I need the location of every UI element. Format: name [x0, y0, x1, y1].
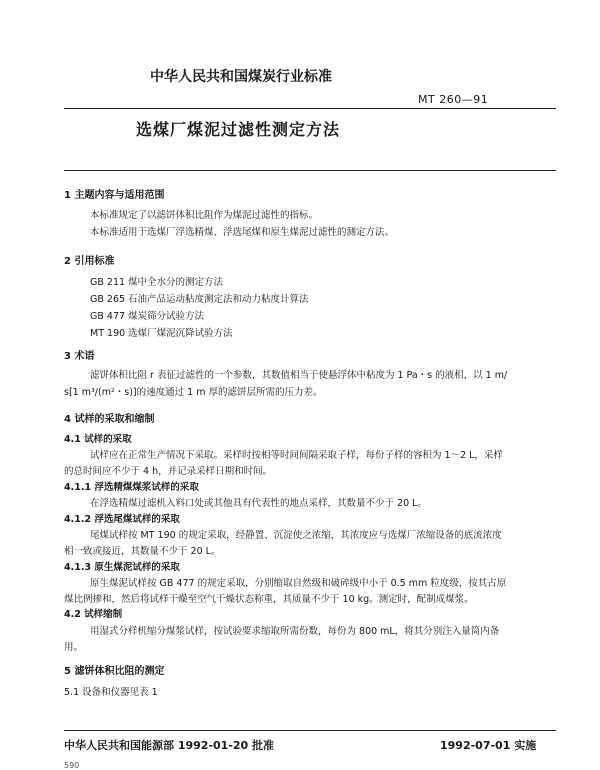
reference-item: GB 211 煤中全水分的测定方法	[90, 277, 224, 288]
header-rule-bottom	[64, 170, 556, 171]
section-4-1-3-heading: 4.1.3 原生煤泥试样的采取	[64, 562, 180, 573]
section-4-1-3-line-1: 原生煤泥试样按 GB 477 的规定采取，分别缩取自然级和破碎级中小于 0.5 mm 粒度级，按其占原	[90, 578, 507, 589]
section-4-2-line-1: 用湿式分样机缩分煤浆试样，按试验要求缩取所需份数，每份为 800 mL，将其分别注入量筒内备	[90, 626, 500, 637]
section-1-paragraph-1: 本标准规定了以滤饼体积比阻作为煤泥过滤性的指标。	[90, 210, 319, 221]
section-3-heading: 3 术语	[64, 351, 95, 362]
reference-item: MT 190 选煤厂煤泥沉降试验方法	[90, 328, 233, 339]
section-4-1-3-line-2: 煤比例掺和，然后将试样干燥至空气干燥状态称重，其质量不少于 10 kg。测定时，配制成煤浆。	[64, 594, 474, 605]
section-4-1-1-text: 在浮选精煤过滤机入料口处或其他具有代表性的地点采样，其数量不少于 20 L。	[90, 498, 427, 509]
section-5-heading: 5 滤饼体积比阻的测定	[64, 666, 165, 677]
section-3-paragraph-line-2: s[1 m³/(m²・s)]的速度通过 1 m 厚的滤饼层所需的压力差。	[64, 387, 323, 398]
section-4-1-2-line-2: 相一致或接近，其数量不少于 20 L。	[64, 546, 221, 557]
section-5-1-text: 5.1 设备和仪器见表 1	[64, 687, 158, 698]
section-4-2-line-2: 用。	[64, 642, 84, 653]
standard-number: MT 260—91	[418, 93, 489, 106]
section-4-1-2-heading: 4.1.2 浮选尾煤试样的采取	[64, 514, 180, 525]
page-number: 590	[64, 761, 80, 770]
section-4-1-1-heading: 4.1.1 浮选精煤煤浆试样的采取	[64, 482, 199, 493]
document-title: 选煤厂煤泥过滤性测定方法	[136, 120, 341, 139]
section-1-paragraph-2: 本标准适用于选煤厂浮选精煤、浮选尾煤和原生煤泥过滤性的测定方法。	[90, 227, 395, 238]
section-2-heading: 2 引用标准	[64, 256, 115, 267]
reference-item: GB 477 煤炭筛分试验方法	[90, 311, 205, 322]
section-4-heading: 4 试样的采取和缩制	[64, 414, 155, 425]
section-4-2-heading: 4.2 试样缩制	[64, 609, 123, 620]
approval-line: 中华人民共和国能源部 1992-01-20 批准	[64, 739, 275, 752]
org-title: 中华人民共和国煤炭行业标准	[150, 69, 332, 85]
footer-rule	[64, 730, 556, 731]
reference-item: GB 265 石油产品运动粘度测定法和动力粘度计算法	[90, 294, 309, 305]
implementation-date: 1992-07-01 实施	[440, 739, 537, 752]
section-1-heading: 1 主题内容与适用范围	[64, 190, 165, 201]
header-rule-top	[64, 108, 556, 109]
section-4-1-line-2: 的总时间应不少于 4 h，并记录采样日期和时间。	[64, 466, 273, 477]
section-4-1-line-1: 试样应在正常生产情况下采取。采样时按相等时间间隔采取子样，每份子样的容积为 1～2 L，采样	[90, 450, 503, 461]
section-4-1-2-line-1: 尾煤试样按 MT 190 的规定采取，经静置、沉淀使之浓缩，其浓度应与选煤厂浓缩设备的底流浓度	[90, 530, 502, 541]
section-4-1-heading: 4.1 试样的采取	[64, 434, 132, 445]
section-3-paragraph-line-1: 滤饼体积比阻 r 表征过滤性的一个参数，其数值相当于使悬浮体中粘度为 1 Pa・s 的液相，以 1 m/	[90, 370, 508, 381]
